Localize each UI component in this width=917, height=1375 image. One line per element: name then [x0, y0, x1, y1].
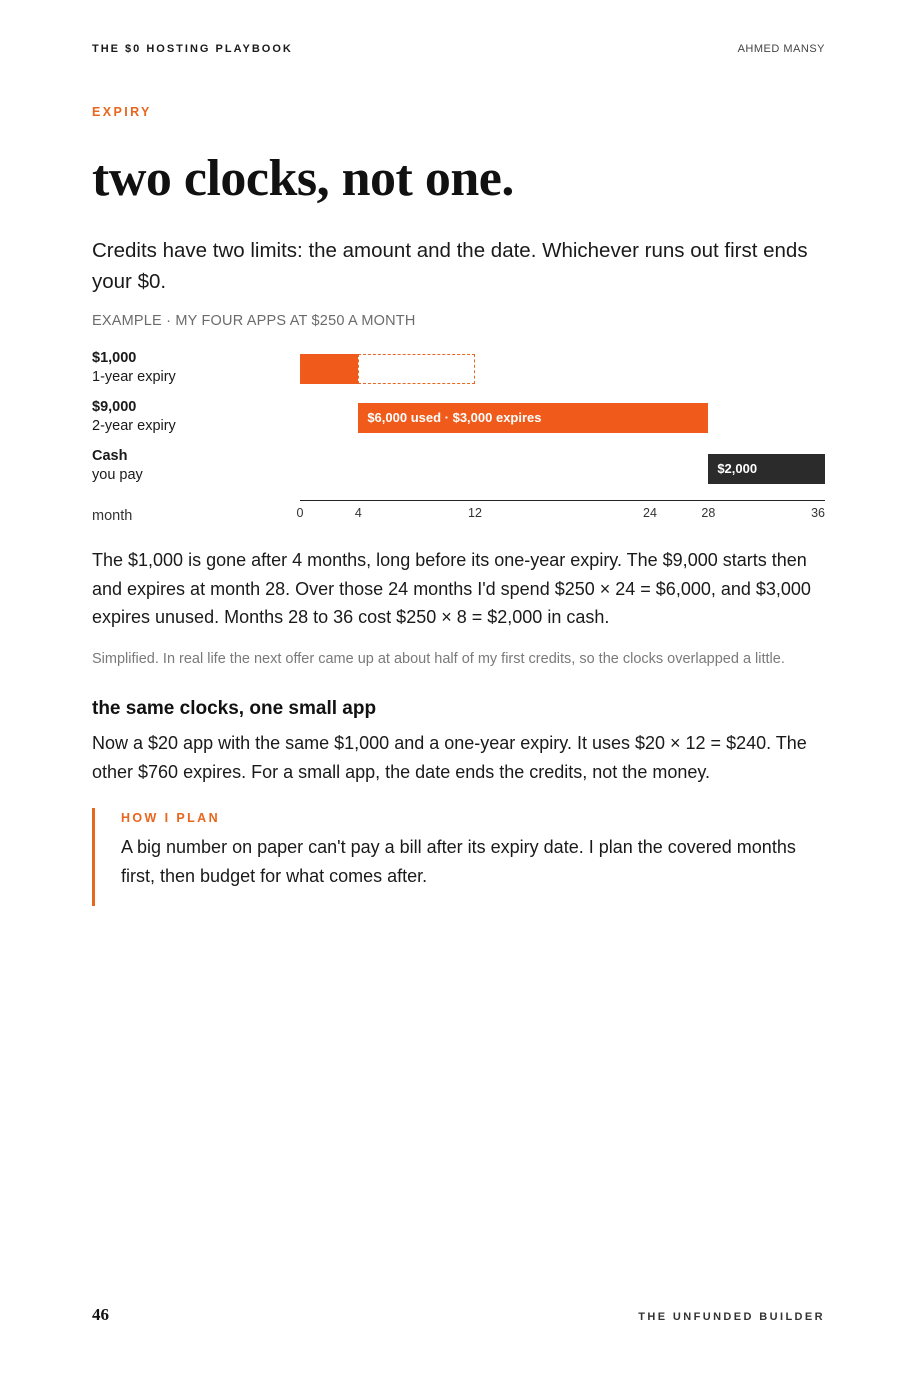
- body-paragraph-1: The $1,000 is gone after 4 months, long before its one-year expiry. The $9,000 starts then and expires at month 28. Over those 24 months I'd spend $250 × 24 = $6,000, and $3,000 expires unused. Months 28 to 36 cost $250 × 8 = $2,000 in cash.: [92, 550, 811, 628]
- author-name: AHMED MANSY: [737, 43, 825, 55]
- bar-used: [300, 354, 358, 384]
- credit-timeline-chart: [92, 340, 825, 532]
- x-tick-label: 36: [811, 506, 825, 520]
- lede-paragraph: Credits have two limits: the amount and the date. Whichever runs out first ends your $0.: [92, 239, 808, 293]
- book-title: THE $0 HOSTING PLAYBOOK: [92, 43, 293, 55]
- row-sublabel: you pay: [92, 467, 143, 483]
- x-axis-line: [300, 500, 825, 501]
- page-number: 46: [92, 1305, 109, 1324]
- page-title: two clocks, not one.: [92, 150, 514, 207]
- bar-used: [358, 403, 708, 433]
- footnote: Simplified. In real life the next offer came up at about half of my first credits, so the clocks overlapped a little.: [92, 651, 785, 667]
- row-amount: Cash: [92, 448, 128, 464]
- page: [92, 0, 825, 1375]
- bar-expired: [358, 354, 475, 384]
- x-tick-label: 28: [701, 506, 716, 520]
- bar-cash: [708, 454, 825, 484]
- x-tick-label: 12: [468, 506, 482, 520]
- row-amount: $9,000: [92, 399, 137, 415]
- row-label: [92, 447, 143, 485]
- row-label: [92, 349, 176, 387]
- row-sublabel: 1-year expiry: [92, 369, 176, 385]
- chart-caption: EXAMPLE · MY FOUR APPS AT $250 A MONTH: [92, 313, 416, 329]
- row-amount: $1,000: [92, 350, 137, 366]
- bar-label: $2,000: [717, 461, 758, 476]
- callout-text: A big number on paper can't pay a bill after its expiry date. I plan the covered months first, then budget for what comes after.: [121, 837, 796, 886]
- body-paragraph-2: Now a $20 app with the same $1,000 and a one-year expiry. It uses $20 × 12 = $240. The other $760 expires. For a small app, the date ends the credits, not the money.: [92, 733, 807, 782]
- x-axis-label: month: [92, 508, 133, 524]
- callout-label: HOW I PLAN: [121, 811, 220, 825]
- x-tick-label: 24: [643, 506, 657, 520]
- x-tick-label: 4: [354, 506, 362, 520]
- bar-label: $6,000 used · $3,000 expires: [367, 410, 542, 425]
- row-sublabel: 2-year expiry: [92, 418, 176, 434]
- footer-series-title: THE UNFUNDED BUILDER: [638, 1311, 825, 1323]
- section-kicker: EXPIRY: [92, 105, 152, 119]
- x-tick-label: 0: [296, 506, 304, 520]
- row-label: [92, 398, 176, 436]
- callout-box: [92, 808, 825, 906]
- running-header: [92, 43, 825, 55]
- subheading: the same clocks, one small app: [92, 698, 377, 719]
